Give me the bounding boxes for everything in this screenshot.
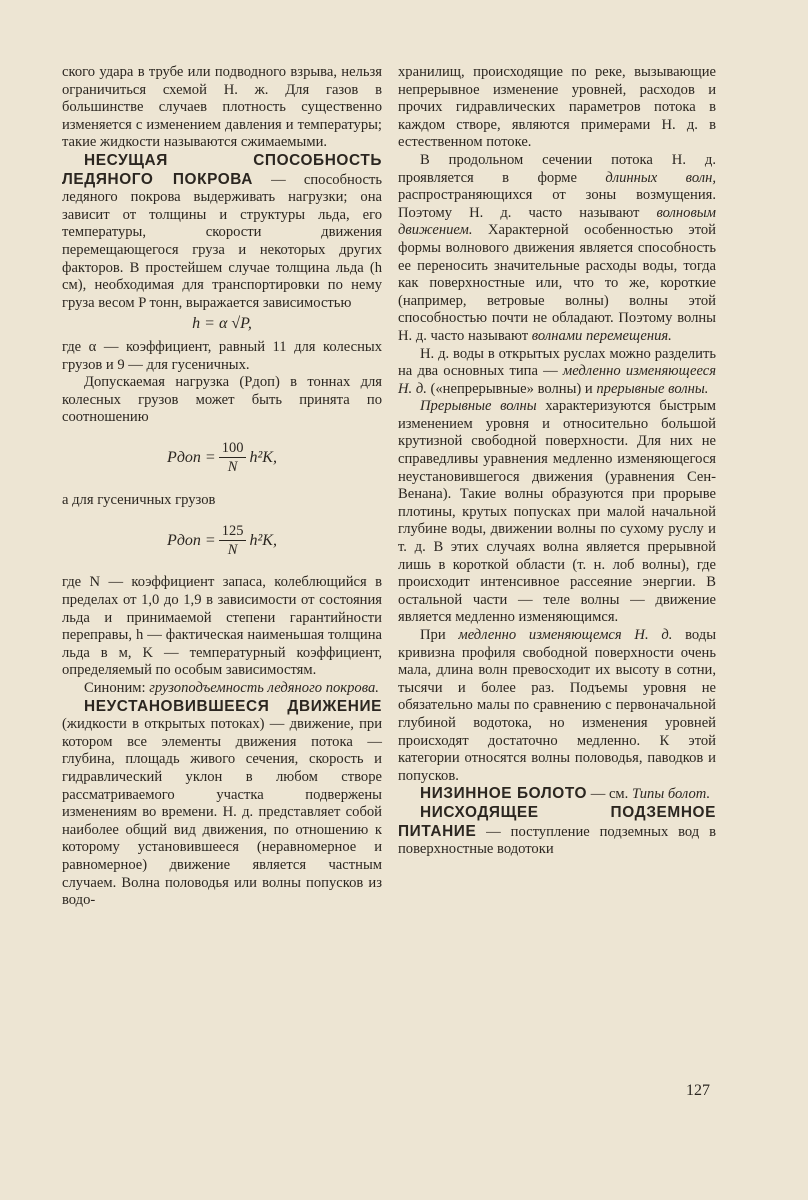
paragraph: Допускаемая нагрузка (Pдоп) в тоннах для колесных грузов может быть принята по соотношению (62, 374, 382, 426)
synonym-term: грузоподъемность ледяного покрова. (149, 680, 379, 697)
formula-rhs: h²K, (249, 531, 277, 549)
text: распространяющихся от зоны возмущения. Поэтому Н. д. часто называют (398, 187, 716, 221)
paragraph (398, 346, 716, 399)
formula-lhs: Pдоп = (167, 449, 216, 467)
formula-lhs: Pдоп = (167, 531, 216, 549)
fraction-numerator: 125 (219, 522, 247, 541)
text: — см. (587, 786, 632, 803)
text: («непрерывные» волны) и (426, 380, 597, 397)
text: При (420, 627, 459, 643)
paragraph (398, 398, 716, 627)
text: — поступление подземных вод в поверхностные водотоки (398, 823, 716, 858)
term: Прерывные волны (420, 398, 537, 415)
entry-text: (жидкости в открытых потоках) — движение, при котором все элементы движения потока — глубина, площадь живого сечения, скорость и гидравлический уклон в любом створе рассматриваемого участка подвержены изменениям во времени. Н. д. представляет собой наиболее общий вид движения, по отношению к которому установившееся (неравномерное и равномерное) движение является частным случаем. Волна половодья или волны попусков из водо- (62, 716, 382, 909)
fraction-denominator: N (227, 459, 238, 476)
entry-niskhodyashchee-pitanie (398, 804, 716, 859)
paragraph: где N — коэффициент запаса, колеблющийся в пределах от 1,0 до 1,9 в зависимости от состояния льда и принимаемой степени гарантийности переправы, h — фактическая наименьшая толщина льда в м, K — температурный коэффициент, определяемый по особым зависимостям. (62, 574, 382, 679)
formula-rhs: h²K, (249, 449, 277, 467)
left-column (62, 64, 382, 910)
fraction-denominator: N (227, 541, 238, 558)
entry-heading: НЕУСТАНОВИВШЕЕСЯ ДВИЖЕНИЕ (84, 697, 382, 715)
term: волновым движением. (398, 204, 716, 239)
fraction (219, 439, 247, 476)
text: характеризуются быстрым изменением уровня и относительно большой крутизной свободной поверхности. Для них не справедливы уравнения медленно изменяющегося неустановившегося движения (уравнения Сен-Венана). Такие волны образуются при прорыве плотины, крутых попусках при малой начальной глубине воды, движении волны по сухому руслу и т. д. В этих случаях волна является прерывной лишь в короткой области (т. н. лоб волны), где происходит интенсивное рассеяние энергии. В остальной части — теле волны — движение является медленно изменяющимся. (398, 398, 717, 626)
entry-heading: НЕСУЩАЯ СПОСОБНОСТЬ ЛЕДЯНОГО ПОКРОВА (62, 151, 382, 188)
cross-reference: Типы болот. (631, 786, 711, 803)
term: медленно изменяющемся Н. д. (458, 627, 673, 643)
synonym-label: Синоним: (84, 680, 150, 697)
paragraph (398, 152, 716, 346)
page-number: 127 (686, 1082, 710, 1099)
entry-heading: НИЗИННОЕ БОЛОТО (420, 785, 588, 803)
synonym (62, 680, 382, 698)
entry-neustanovivsheesya (62, 698, 382, 910)
formula-wheeled-load (62, 430, 382, 486)
formula-tracked-load (62, 512, 382, 568)
entry-nesushchaya (62, 152, 382, 312)
paragraph: ского удара в трубе или подводного взрыва, нельзя ограничиться схемой Н. ж. Для газов в большинстве случаев плотность существенно изменяется с изменением давления и температуры; такие жидкости называются сжимаемыми. (62, 64, 382, 151)
text: воды кривизна профиля свободной поверхности очень мала, длина волн превосходит их высоту в сотни, тысячи и более раз. Подъемы уровня не обязательно малы по сравнению с первоначальной глубиной водотока, но изменения уровней происходят достаточно медленно. К этой категории относятся волны половодья, паводков и попусков. (398, 627, 716, 784)
right-column (398, 64, 716, 859)
paragraph (398, 627, 716, 785)
paragraph: хранилищ, происходящие по реке, вызывающие непрерывное изменение уровней, расходов и прочих гидравлических параметров потока в каждом створе, являются примерами Н. д. в естественном потоке. (398, 64, 716, 151)
text: Н. д. воды в открытых руслах можно разделить на два основных типа — (398, 345, 716, 380)
term: медленно изменяющееся Н. д. (398, 363, 716, 397)
paragraph: где α — коэффициент, равный 11 для колесных грузов и 9 — для гусеничных. (62, 338, 382, 373)
term: прерывные волны. (596, 380, 709, 397)
entry-nizinnoe-boloto (398, 785, 716, 804)
text: Характерной особенностью этой формы волнового движения является способность ее переносить значительные расходы воды, тогда как поверхностные или, что то же, короткие (например, ветровые волны) волны этой способностью почти не обладают. Поэтому волны Н. д. часто называют (398, 222, 716, 344)
term: волнами перемещения. (531, 327, 672, 344)
term: длинных волн, (605, 169, 716, 186)
paragraph: а для гусеничных грузов (62, 491, 216, 508)
entry-text: — способность ледяного покрова выдерживать нагрузки; она зависит от толщины и структуры льда, его температуры, скорости движения перемещающегося груза и некоторых других факторов. В простейшем случае толщина льда (h см), необходимая для транспортировки по нему груза весом P тонн, выражается зависимостью (62, 171, 382, 311)
fraction (219, 522, 247, 559)
text: В продольном сечении потока Н. д. проявляется в форме (398, 151, 716, 186)
entry-heading: НИСХОДЯЩЕЕ ПОДЗЕМНОЕ ПИТАНИЕ (398, 803, 716, 840)
formula-ice-thickness: h = α √P, (192, 315, 252, 333)
fraction-numerator: 100 (219, 439, 247, 458)
